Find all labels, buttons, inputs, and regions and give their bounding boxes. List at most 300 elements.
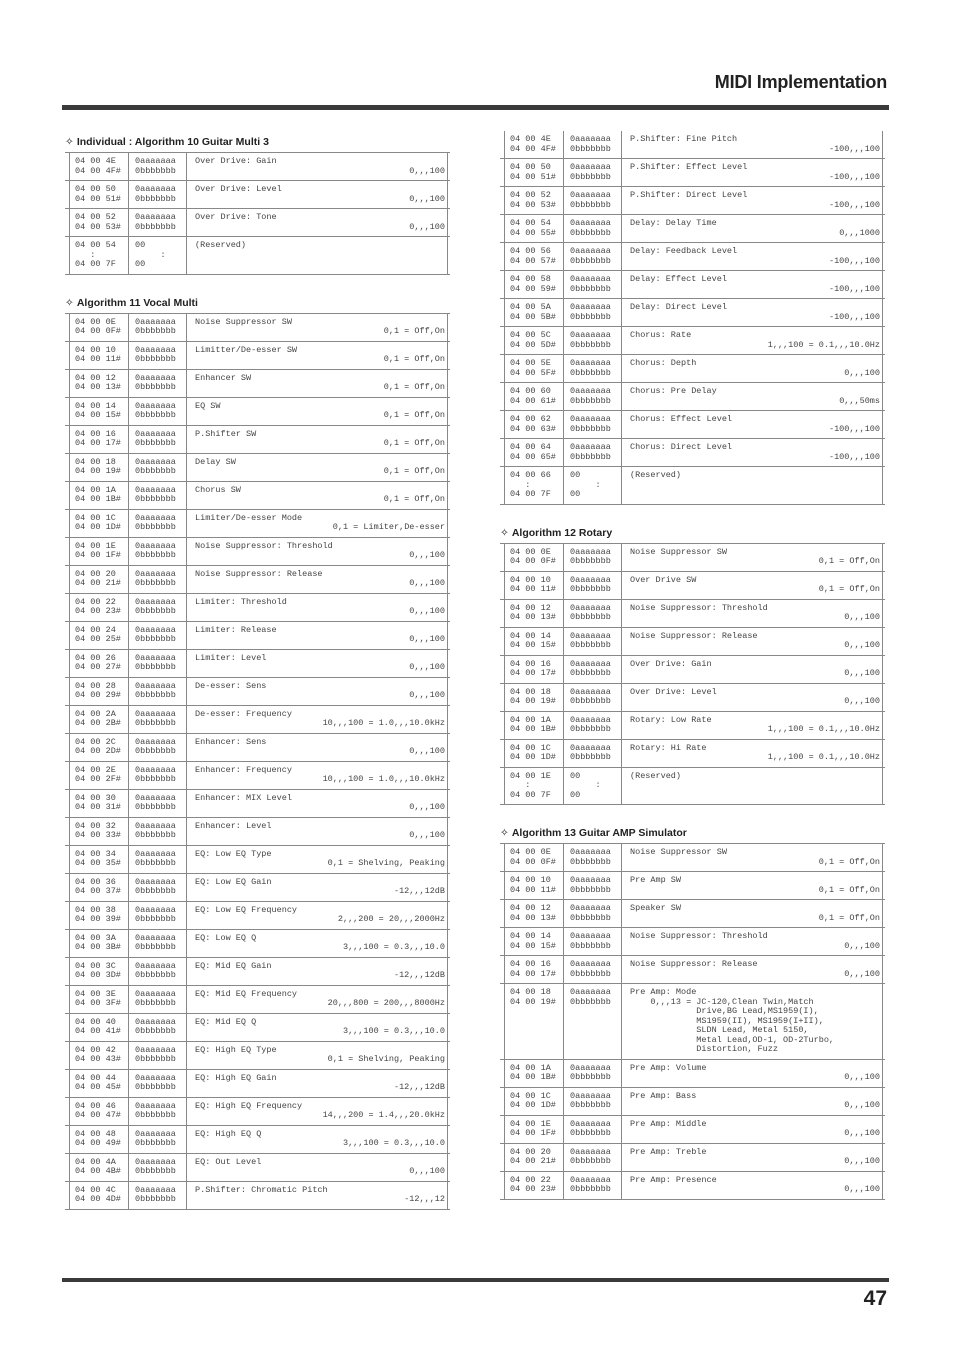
section-gap [65,275,450,297]
parameter-name: Limiter: Release [195,624,277,635]
description-cell [622,467,885,504]
parameter-range: -100,,,100 [828,311,880,322]
description-cell [187,1154,450,1181]
address-cell: 04 00 18 04 00 19# [65,454,129,481]
parameter-name: EQ: Mid EQ Gain [195,960,272,971]
table-row [65,677,450,705]
description-cell [622,684,885,711]
parameter-range: 0,,,100 [409,193,445,204]
data-cell: 0aaaaaaa 0bbbbbbb [564,243,622,270]
parameter-range: -100,,,100 [828,451,880,462]
data-cell: 0aaaaaaa 0bbbbbbb [129,930,187,957]
address-cell: 04 00 4E 04 00 4F# [65,153,129,180]
data-cell: 0aaaaaaa 0bbbbbbb [564,984,622,1059]
address-cell: 04 00 64 04 00 65# [500,439,564,466]
parameter-range: 0,1 = Off,On [383,466,445,476]
description-cell [622,271,885,298]
address-cell: 04 00 50 04 00 51# [65,181,129,208]
address-cell: 04 00 3E 04 00 3F# [65,986,129,1013]
parameter-table [500,543,885,806]
parameter-range: 10,,,100 = 1.0,,,10.0kHz [322,718,445,728]
table-row [65,509,450,537]
parameter-name: Chorus: Direct Level [630,442,733,452]
parameter-range: 0,1 = Off,On [818,584,880,594]
description-cell [622,928,885,955]
description-cell [187,790,450,817]
data-cell: 0aaaaaaa 0bbbbbbb [129,734,187,761]
data-cell: 0aaaaaaa 0bbbbbbb [129,678,187,705]
address-cell: 04 00 16 04 00 17# [500,956,564,983]
parameter-range: 0,,,100 [844,696,880,706]
address-cell: 04 00 1C 04 00 1D# [500,740,564,767]
parameter-name: Noise Suppressor: Threshold [630,931,768,941]
left-column [65,136,450,1210]
description-cell [187,1014,450,1041]
parameter-name: EQ SW [195,400,221,411]
parameter-range: 10,,,100 = 1.0,,,10.0kHz [322,774,445,784]
parameter-name: Speaker SW [630,903,682,913]
address-cell: 04 00 20 04 00 21# [500,1144,564,1171]
data-cell: 0aaaaaaa 0bbbbbbb [129,846,187,873]
address-cell: 04 00 16 04 00 17# [65,426,129,453]
address-cell: 04 00 62 04 00 63# [500,411,564,438]
data-cell: 0aaaaaaa 0bbbbbbb [129,762,187,789]
parameter-range: 14,,,200 = 1.4,,,20.0kHz [322,1110,445,1120]
parameter-name: Pre Amp: Treble [630,1146,707,1157]
address-cell: 04 00 2E 04 00 2F# [65,762,129,789]
parameter-range: 0,,,100 [409,662,445,672]
data-cell: 0aaaaaaa 0bbbbbbb [564,844,622,871]
parameter-name: Enhancer: Sens [195,736,267,747]
data-cell: 0aaaaaaa 0bbbbbbb [564,1116,622,1143]
table-row [65,180,450,208]
parameter-range: 2,,,200 = 20,,,2000Hz [337,914,445,924]
parameter-name: Chorus: Effect Level [630,414,733,424]
table-row [500,1143,885,1171]
description-cell [187,482,450,509]
table-row [500,871,885,899]
parameter-name: P.Shifter SW [195,428,257,439]
data-cell: 0aaaaaaa 0bbbbbbb [129,370,187,397]
address-cell: 04 00 1A 04 00 1B# [65,482,129,509]
data-cell: 0aaaaaaa 0bbbbbbb [564,439,622,466]
table-row [500,955,885,983]
table-row [500,298,885,326]
diamond-icon: ✧ [500,827,509,839]
data-cell: 0aaaaaaa 0bbbbbbb [564,271,622,298]
description-cell [187,650,450,677]
section-title [65,297,450,310]
address-cell: 04 00 10 04 00 11# [500,572,564,599]
data-cell: 0aaaaaaa 0bbbbbbb [564,411,622,438]
parameter-name: Chorus SW [195,484,241,495]
header-rule [62,105,889,110]
data-cell: 0aaaaaaa 0bbbbbbb [564,1144,622,1171]
table-row [65,425,450,453]
description-cell [622,411,885,438]
data-cell: 0aaaaaaa 0bbbbbbb [129,1126,187,1153]
address-cell: 04 00 18 04 00 19# [500,684,564,711]
parameter-name: Noise Suppressor SW [195,316,292,327]
data-cell: 0aaaaaaa 0bbbbbbb [129,1098,187,1125]
parameter-range: 0,,,100 [844,668,880,678]
description-cell [187,153,450,180]
diamond-icon: ✧ [65,296,74,309]
parameter-name: Pre Amp: Middle [630,1118,707,1129]
parameter-name: Chorus: Rate [630,330,692,340]
parameter-range: 0,,,100 [409,1166,445,1176]
table-row [65,957,450,985]
parameter-name: Over Drive SW [630,574,697,585]
table-row [500,242,885,270]
data-cell: 0aaaaaaa 0bbbbbbb [564,383,622,410]
data-cell: 0aaaaaaa 0bbbbbbb [129,790,187,817]
parameter-range: -100,,,100 [828,255,880,266]
data-cell: 0aaaaaaa 0bbbbbbb [564,956,622,983]
description-cell [622,327,885,354]
address-cell: 04 00 12 04 00 13# [500,600,564,627]
data-cell: 0aaaaaaa 0bbbbbbb [564,355,622,382]
parameter-name: P.Shifter: Fine Pitch [630,134,738,144]
address-cell: 04 00 54 : 04 00 7F [65,237,129,274]
parameter-range: 0,,,100 [844,1100,880,1110]
description-cell [187,1070,450,1097]
description-cell [622,159,885,186]
address-cell: 04 00 1A 04 00 1B# [500,1060,564,1087]
description-cell [622,712,885,739]
address-cell: 04 00 26 04 00 27# [65,650,129,677]
parameter-name: EQ: High EQ Frequency [195,1100,303,1111]
description-cell [622,544,885,571]
footer-rule [62,1278,889,1282]
data-cell: 0aaaaaaa 0bbbbbbb [129,314,187,341]
table-row [65,1013,450,1041]
section-title [500,827,885,840]
description-cell [187,510,450,537]
data-cell: 0aaaaaaa 0bbbbbbb [129,622,187,649]
parameter-name: Noise Suppressor SW [630,847,727,857]
table-row [65,1069,450,1097]
parameter-table [65,313,450,1210]
address-cell: 04 00 14 04 00 15# [500,628,564,655]
data-cell: 0aaaaaaa 0bbbbbbb [564,928,622,955]
parameter-range: 0,1 = Shelving, Peaking [327,858,445,868]
parameter-range: 0,,,100 [844,367,880,378]
table-row [65,1097,450,1125]
parameter-name: P.Shifter: Effect Level [630,162,748,172]
table-row [65,649,450,677]
description-cell [622,131,885,158]
data-cell: 0aaaaaaa 0bbbbbbb [129,1014,187,1041]
address-cell: 04 00 0E 04 00 0F# [500,544,564,571]
address-cell: 04 00 56 04 00 57# [500,243,564,270]
parameter-range: -100,,,100 [828,143,880,154]
parameter-name: (Reserved) [195,240,247,250]
table-row [500,627,885,655]
description-cell [622,1172,885,1199]
description-cell [622,1060,885,1087]
table-row [500,599,885,627]
parameter-name: EQ: Low EQ Type [195,848,272,859]
parameter-name: Delay SW [195,456,236,467]
data-cell: 0aaaaaaa 0bbbbbbb [564,1060,622,1087]
data-cell: 0aaaaaaa 0bbbbbbb [129,181,187,208]
address-cell: 04 00 4C 04 00 4D# [65,1182,129,1209]
address-cell: 04 00 36 04 00 37# [65,874,129,901]
description-cell [187,706,450,733]
table-row [65,593,450,621]
description-cell [187,958,450,985]
description-cell [622,768,885,805]
table-row [500,186,885,214]
address-cell: 04 00 1C 04 00 1D# [500,1088,564,1115]
section-title-text: Individual : Algorithm 10 Guitar Multi 3 [76,136,269,148]
address-cell: 04 00 42 04 00 43# [65,1042,129,1069]
diamond-icon: ✧ [500,526,509,539]
table-row [65,369,450,397]
table-row [500,438,885,466]
data-cell: 0aaaaaaa 0bbbbbbb [564,600,622,627]
table-row [500,927,885,955]
address-cell: 04 00 1E : 04 00 7F [500,768,564,805]
description-cell [187,902,450,929]
table-row [500,1059,885,1087]
description-cell [622,844,885,871]
data-cell: 00 : 00 [564,768,622,805]
parameter-name: EQ: Low EQ Q [195,932,257,943]
parameter-range: 0,,,100 [844,1128,880,1138]
description-cell [187,846,450,873]
parameter-name: EQ: High EQ Q [195,1128,262,1139]
parameter-name: Limiter: Level [195,652,267,663]
parameter-range: 0,,,100 [409,830,445,840]
table-row [500,844,885,871]
parameter-range: 1,,,100 = 0.1,,,10.0Hz [767,724,880,734]
table-row [500,767,885,805]
parameter-range: 0,,,100 [844,1072,880,1082]
parameter-name: EQ: Low EQ Frequency [195,904,298,915]
table-row [500,382,885,410]
data-cell: 0aaaaaaa 0bbbbbbb [564,740,622,767]
data-cell: 0aaaaaaa 0bbbbbbb [129,566,187,593]
table-row [65,453,450,481]
table-row [500,326,885,354]
data-cell: 0aaaaaaa 0bbbbbbb [129,1154,187,1181]
description-cell [187,818,450,845]
table-row [65,985,450,1013]
address-cell: 04 00 5E 04 00 5F# [500,355,564,382]
table-row [500,214,885,242]
parameter-range: 0,1 = Limiter,De-esser [332,522,445,532]
section-gap [500,505,885,527]
parameter-range: 20,,,800 = 200,,,8000Hz [327,998,445,1008]
table-row [65,621,450,649]
description-cell [622,600,885,627]
address-cell: 04 00 32 04 00 33# [65,818,129,845]
description-cell [622,740,885,767]
table-row [65,1153,450,1181]
address-cell: 04 00 5C 04 00 5D# [500,327,564,354]
address-cell: 04 00 1A 04 00 1B# [500,712,564,739]
section-title-text: Algorithm 13 Guitar AMP Simulator [511,827,687,839]
parameter-table [65,152,450,275]
parameter-name: Enhancer: Frequency [195,764,292,775]
table-row [500,270,885,298]
parameter-name: Over Drive: Gain [630,658,712,669]
parameter-name: Chorus: Depth [630,358,697,368]
address-cell: 04 00 34 04 00 35# [65,846,129,873]
address-cell: 04 00 40 04 00 41# [65,1014,129,1041]
table-row [500,983,885,1059]
table-row [500,544,885,571]
table-row [65,789,450,817]
description-cell [187,594,450,621]
parameter-range: 0,,,100 [409,221,445,232]
address-cell: 04 00 52 04 00 53# [500,187,564,214]
parameter-range: 0,,,100 [409,606,445,616]
parameter-range: 0,,,100 [844,940,880,951]
data-cell: 0aaaaaaa 0bbbbbbb [129,818,187,845]
table-row [65,565,450,593]
parameter-range: 1,,,100 = 0.1,,,10.0Hz [767,752,880,762]
table-row [500,571,885,599]
parameter-name: Noise Suppressor SW [630,546,727,557]
description-cell [622,1116,885,1143]
address-cell: 04 00 3C 04 00 3D# [65,958,129,985]
description-cell [622,572,885,599]
parameter-name: Delay: Effect Level [630,274,727,284]
parameter-name: Enhancer: MIX Level [195,792,292,803]
parameter-range: 0,1 = Off,On [818,912,880,923]
data-cell: 0aaaaaaa 0bbbbbbb [129,706,187,733]
table-row [500,354,885,382]
description-cell [187,181,450,208]
table-row [65,481,450,509]
parameter-range: 0,,,100 [409,578,445,588]
address-cell: 04 00 10 04 00 11# [500,872,564,899]
table-row [65,341,450,369]
parameter-range: 0,1 = Off,On [818,856,880,867]
address-cell: 04 00 22 04 00 23# [65,594,129,621]
address-cell: 04 00 50 04 00 51# [500,159,564,186]
description-cell [187,538,450,565]
data-cell: 0aaaaaaa 0bbbbbbb [129,1042,187,1069]
table-row [65,929,450,957]
data-cell: 0aaaaaaa 0bbbbbbb [129,986,187,1013]
parameter-name: Noise Suppressor: Release [195,568,323,579]
table-row [500,158,885,186]
data-cell: 0aaaaaaa 0bbbbbbb [129,482,187,509]
description-cell [187,874,450,901]
description-cell [622,1088,885,1115]
diamond-icon: ✧ [65,136,74,148]
description-cell [622,243,885,270]
parameter-range: 0,,,100 [409,802,445,812]
table-row [65,537,450,565]
description-cell [187,986,450,1013]
parameter-name: Pre Amp SW [630,875,682,885]
data-cell: 0aaaaaaa 0bbbbbbb [564,572,622,599]
description-cell [187,734,450,761]
table-row [65,1125,450,1153]
parameter-name: (Reserved) [630,470,682,480]
description-cell [622,872,885,899]
section-title [65,136,450,149]
description-cell [622,215,885,242]
data-cell: 0aaaaaaa 0bbbbbbb [129,538,187,565]
parameter-name: Enhancer SW [195,372,252,383]
parameter-name: Noise Suppressor: Release [630,959,758,969]
data-cell: 0aaaaaaa 0bbbbbbb [129,594,187,621]
table-row [500,466,885,504]
description-cell [187,930,450,957]
table-row [500,739,885,767]
table-row [500,410,885,438]
parameter-range: 0,,,100 [844,1184,880,1194]
parameter-name: EQ: Mid EQ Frequency [195,988,298,999]
parameter-name: Over Drive: Gain [195,156,277,166]
address-cell: 04 00 54 04 00 55# [500,215,564,242]
address-cell: 04 00 5A 04 00 5B# [500,299,564,326]
table-row [500,1087,885,1115]
address-cell: 04 00 22 04 00 23# [500,1172,564,1199]
data-cell: 0aaaaaaa 0bbbbbbb [129,209,187,236]
section-title-text: Algorithm 12 Rotary [511,526,613,539]
address-cell: 04 00 4E 04 00 4F# [500,131,564,158]
description-cell [187,678,450,705]
description-cell [622,628,885,655]
address-cell: 04 00 14 04 00 15# [65,398,129,425]
data-cell: 0aaaaaaa 0bbbbbbb [564,872,622,899]
description-cell [622,984,885,1059]
address-cell: 04 00 0E 04 00 0F# [65,314,129,341]
data-cell: 0aaaaaaa 0bbbbbbb [564,1172,622,1199]
parameter-range: -12,,,12dB [393,886,445,896]
parameter-range: -100,,,100 [828,283,880,294]
table-row [500,711,885,739]
parameter-name: Over Drive: Level [630,686,717,697]
parameter-name: P.Shifter: Direct Level [630,190,748,200]
parameter-name: Limitter/De-esser SW [195,344,298,355]
address-cell: 04 00 14 04 00 15# [500,928,564,955]
page-header-title: MIDI Implementation [714,72,887,92]
description-cell [622,187,885,214]
data-cell: 0aaaaaaa 0bbbbbbb [129,902,187,929]
parameter-range: -12,,,12dB [393,1082,445,1092]
parameter-range: -100,,,100 [828,171,880,182]
table-row [65,236,450,274]
table-row [65,817,450,845]
address-cell: 04 00 58 04 00 59# [500,271,564,298]
description-cell [622,1144,885,1171]
description-cell [622,900,885,927]
description-cell [622,299,885,326]
description-cell [187,237,450,274]
parameter-range: -12,,,12dB [393,970,445,980]
parameter-name: EQ: High EQ Type [195,1044,277,1055]
description-cell [622,656,885,683]
description-cell [187,1182,450,1209]
parameter-range: 0,,,50ms [839,395,880,406]
section-title [500,527,885,540]
data-cell: 0aaaaaaa 0bbbbbbb [564,544,622,571]
address-cell: 04 00 24 04 00 25# [65,622,129,649]
data-cell: 0aaaaaaa 0bbbbbbb [564,1088,622,1115]
table-row [65,397,450,425]
parameter-range: 0,,,100 [409,634,445,644]
table-row [65,153,450,180]
address-cell: 04 00 44 04 00 45# [65,1070,129,1097]
